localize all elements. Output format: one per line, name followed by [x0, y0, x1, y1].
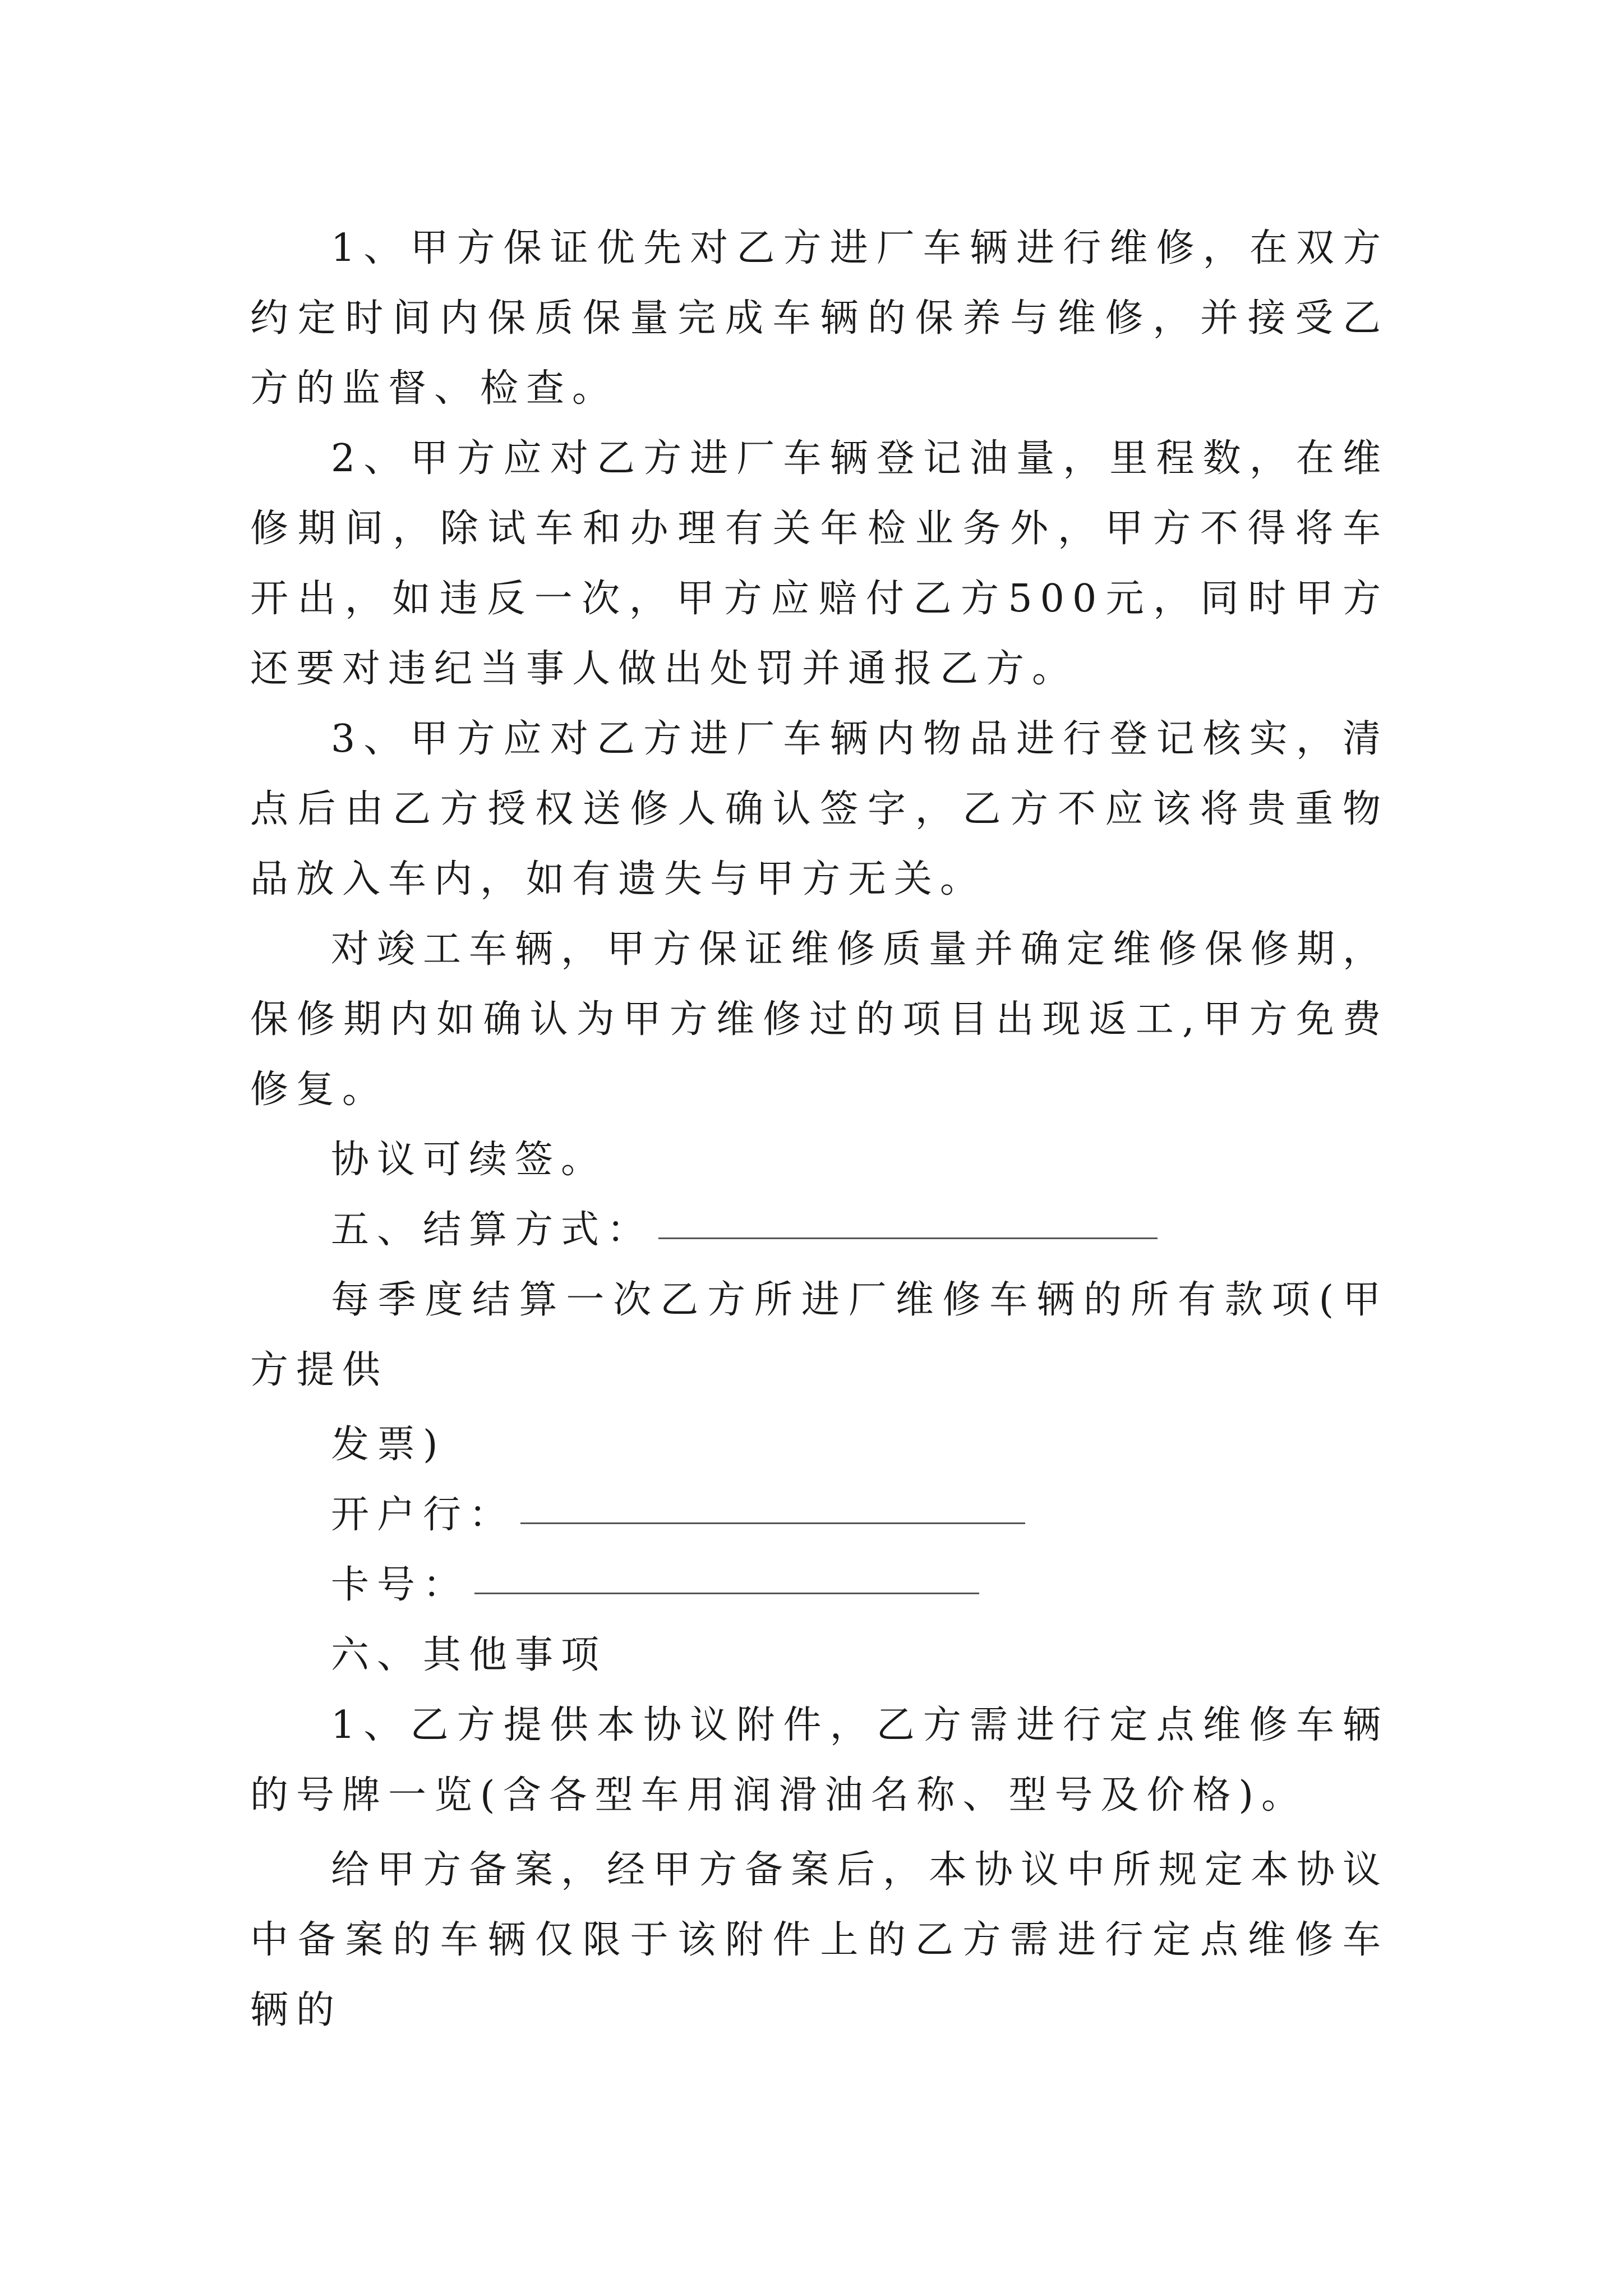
clause-3-paragraph: 3、甲方应对乙方进厂车辆内物品进行登记核实，清点后由乙方授权送修人确认签字，乙方不应该将贵重物品放入车内，如有遗失与甲方无关。 [250, 717, 1389, 901]
filing-paragraph: 给甲方备案，经甲方备案后，本协议中所规定本协议中备案的车辆仅限于该附件上的乙方需进行定点维修车辆的 [250, 1848, 1389, 2032]
card-number-blank[interactable] [474, 1593, 979, 1594]
settlement-method-label: 五、结算方式： [331, 1208, 653, 1252]
section-six-heading: 六、其他事项 [331, 1633, 607, 1677]
settlement-method-line [250, 1195, 1389, 1265]
clause-2-paragraph: 2、甲方应对乙方进厂车辆登记油量，里程数，在维修期间，除试车和办理有关年检业务外，甲方不得将车开出，如违反一次，甲方应赔付乙方500元，同时甲方还要对违纪当事人做出处罚并通报乙方。 [250, 436, 1389, 691]
card-number-line [250, 1550, 1389, 1620]
card-number-label: 卡号： [331, 1563, 469, 1607]
bank-label: 开户行： [331, 1493, 515, 1537]
bank-blank[interactable] [520, 1522, 1025, 1524]
completion-warranty-paragraph: 对竣工车辆，甲方保证维修质量并确定维修保修期，保修期内如确认为甲方维修过的项目出现返工,甲方免费修复。 [250, 927, 1389, 1112]
document-page [250, 213, 1389, 2045]
quarterly-settlement-paragraph: 每季度结算一次乙方所进厂维修车辆的所有款项(甲方提供 [250, 1278, 1389, 1392]
bank-line [250, 1480, 1389, 1550]
other-item-1-paragraph: 1、乙方提供本协议附件，乙方需进行定点维修车辆的号牌一览(含各型车用润滑油名称、型号及价格)。 [250, 1703, 1389, 1818]
renewal-paragraph: 协议可续签。 [331, 1138, 607, 1182]
clause-1-paragraph: 1、甲方保证优先对乙方进厂车辆进行维修，在双方约定时间内保质保量完成车辆的保养与维修，并接受乙方的监督、检查。 [250, 226, 1389, 411]
invoice-paragraph: 发票) [331, 1423, 446, 1467]
settlement-method-blank[interactable] [658, 1237, 1158, 1239]
